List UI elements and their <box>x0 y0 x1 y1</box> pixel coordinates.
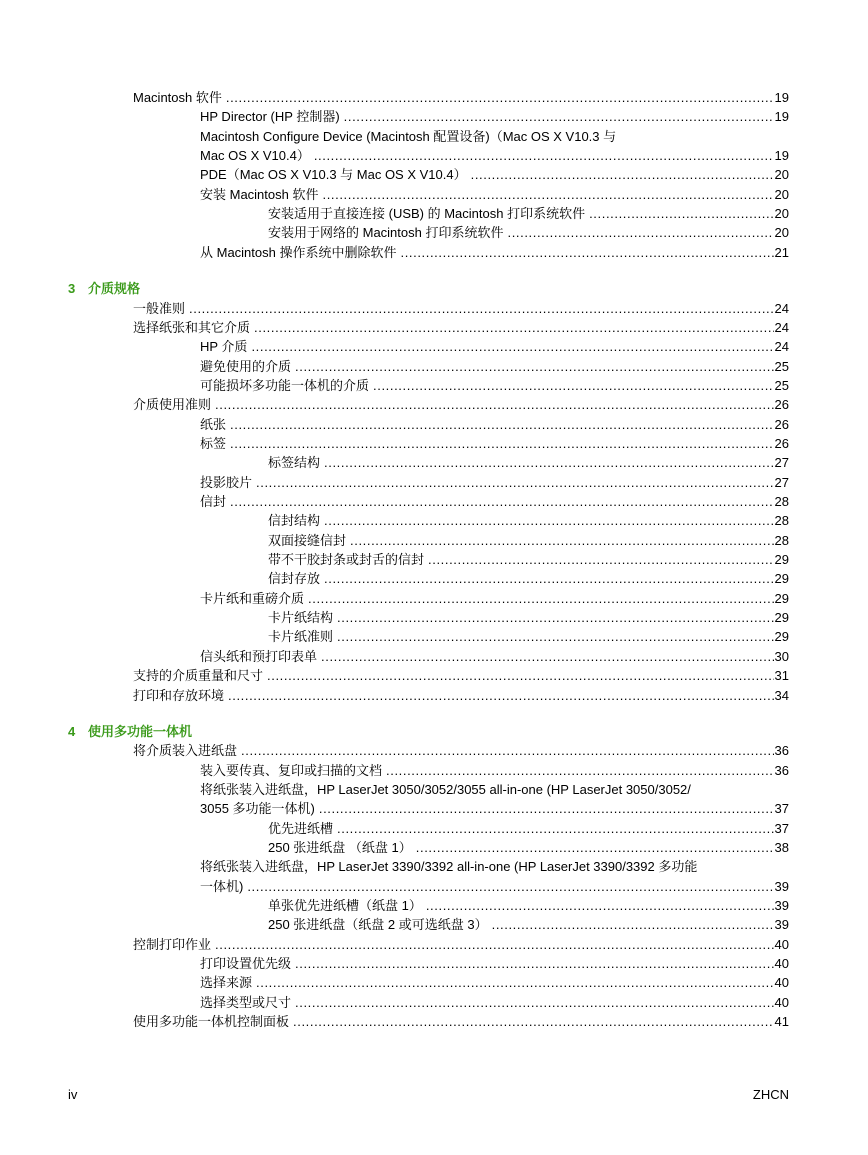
toc-entry-title: 卡片纸准则 <box>268 629 334 645</box>
dot-leader <box>386 761 774 780</box>
dot-leader <box>373 376 774 395</box>
toc-entry-page: 29 <box>774 610 789 626</box>
toc-entry-page: 41 <box>774 1014 789 1030</box>
toc-entry[interactable] <box>0 666 868 685</box>
toc-entry-title: HP 介质 <box>200 339 248 355</box>
toc-entry[interactable] <box>0 531 868 550</box>
toc-entry-title: 双面接缝信封 <box>268 532 347 548</box>
toc-entry[interactable] <box>0 492 868 511</box>
chapter-title: 使用多功能一体机 <box>88 723 193 739</box>
toc-entry-title: 介质使用准则 <box>133 397 212 413</box>
toc-entry-title: 使用多功能一体机控制面板 <box>133 1014 290 1030</box>
dot-leader <box>416 838 774 857</box>
toc-entry[interactable] <box>0 127 868 166</box>
toc-entry[interactable] <box>0 204 868 223</box>
toc-entry-page: 27 <box>774 474 789 490</box>
toc-entry[interactable] <box>0 165 868 184</box>
toc-entry-title-line: 将纸张装入进纸盘，HP LaserJet 3390/3392 all-in-one (HP LaserJet 3390/3392 多功能 <box>200 859 698 875</box>
toc-entry-title: 信封 <box>200 494 227 509</box>
chapter-heading <box>68 279 140 298</box>
dot-leader <box>251 337 773 356</box>
toc-entry-page: 24 <box>774 300 789 316</box>
toc-entry-page: 37 <box>774 801 789 817</box>
toc-entry-page: 26 <box>774 416 789 432</box>
toc-entry-title: 信封结构 <box>268 513 321 529</box>
toc-entry-title: 单张优先进纸槽（纸盘 1） <box>268 898 422 913</box>
dot-leader <box>295 954 774 973</box>
toc-entry[interactable] <box>0 686 868 705</box>
toc-entry-title: 从 Macintosh 操作系统中删除软件 <box>200 244 397 260</box>
dot-leader <box>230 434 774 453</box>
toc-entry-title: 纸张 <box>200 416 227 432</box>
toc-entry-title: HP Director (HP 控制器) <box>200 109 340 125</box>
toc-entry[interactable] <box>0 627 868 646</box>
dot-leader <box>267 666 774 685</box>
dot-leader <box>321 647 774 666</box>
toc-entry[interactable] <box>0 550 868 569</box>
toc-entry-title: 装入要传真、复印或扫描的文档 <box>200 762 383 778</box>
toc-entry-page: 26 <box>774 435 789 451</box>
toc-entry[interactable] <box>0 318 868 337</box>
dot-leader <box>337 608 774 627</box>
toc-entry[interactable] <box>0 185 868 204</box>
toc-entry-page: 30 <box>774 648 789 664</box>
dot-leader <box>295 993 774 1012</box>
dot-leader <box>215 935 774 954</box>
dot-leader <box>350 531 774 550</box>
toc-entry[interactable] <box>0 511 868 530</box>
toc-entry-title: 选择纸张和其它介质 <box>133 319 251 335</box>
dot-leader <box>337 627 774 646</box>
toc-entry[interactable] <box>0 1012 868 1031</box>
toc-entry-page: 20 <box>774 186 789 202</box>
page-number-footer: iv <box>68 1087 78 1102</box>
toc-entry-page: 38 <box>774 839 789 855</box>
toc-entry[interactable] <box>0 915 868 934</box>
toc-entry-page: 34 <box>774 687 789 703</box>
dot-leader <box>295 357 774 376</box>
toc-entry[interactable] <box>0 780 868 819</box>
toc-entry[interactable] <box>0 337 868 356</box>
toc-entry-title: 标签 <box>200 435 227 451</box>
toc-entry-title: 卡片纸和重磅介质 <box>200 590 305 606</box>
toc-entry-page: 21 <box>774 244 789 260</box>
dot-leader <box>337 819 774 838</box>
toc-entry-title: 支持的介质重量和尺寸 <box>133 668 264 684</box>
toc-entry-title: 卡片纸结构 <box>268 610 334 626</box>
toc-entry-title: 250 张进纸盘 （纸盘 1） <box>268 839 412 855</box>
toc-entry-title-line: 将纸张装入进纸盘，HP LaserJet 3050/3052/3055 all-in-one (HP LaserJet 3050/3052/ <box>200 781 691 797</box>
toc-entry[interactable] <box>0 88 868 107</box>
toc-entry[interactable] <box>0 569 868 588</box>
toc-entry-page: 29 <box>774 552 789 568</box>
toc-entry-page: 39 <box>774 878 789 894</box>
toc-entry[interactable] <box>0 896 868 915</box>
dot-leader <box>319 799 774 818</box>
toc-entry[interactable] <box>0 415 868 434</box>
toc-entry[interactable] <box>0 473 868 492</box>
toc-entry[interactable] <box>0 223 868 242</box>
toc-entry-title: Mac OS X V10.4） <box>200 148 310 164</box>
dot-leader <box>254 318 774 337</box>
toc-entry-page: 40 <box>774 936 789 952</box>
toc-entry-title: 将介质装入进纸盘 <box>133 743 238 759</box>
toc-entry[interactable] <box>0 243 868 262</box>
toc-entry-title: 标签结构 <box>268 455 321 471</box>
toc-entry-title: 优先进纸槽 <box>268 820 334 836</box>
toc-entry[interactable] <box>0 838 868 857</box>
toc-entry-page: 36 <box>774 762 789 778</box>
toc-entry-page: 29 <box>774 571 789 587</box>
dot-leader <box>426 896 774 915</box>
dot-leader <box>344 107 774 126</box>
dot-leader <box>589 204 773 223</box>
toc-entry-page: 40 <box>774 975 789 991</box>
toc-entry-page: 25 <box>774 358 789 374</box>
toc-entry[interactable] <box>0 357 868 376</box>
toc-entry-title: 250 张进纸盘（纸盘 2 或可选纸盘 3） <box>268 917 488 933</box>
toc-entry-title: PDE（Mac OS X V10.3 与 Mac OS X V10.4） <box>200 167 467 183</box>
toc-entry[interactable] <box>0 647 868 666</box>
dot-leader <box>256 473 774 492</box>
toc-entry[interactable] <box>0 761 868 780</box>
toc-entry-title: 3055 多功能一体机) <box>200 801 315 817</box>
toc-entry-page: 19 <box>774 148 789 164</box>
dot-leader <box>324 511 774 530</box>
toc-entry-page: 40 <box>774 956 789 972</box>
dot-leader <box>428 550 774 569</box>
toc-entry-title: 控制打印作业 <box>133 936 212 952</box>
toc-entry[interactable] <box>0 973 868 992</box>
chapter-title: 介质规格 <box>88 281 141 297</box>
toc-entry-title: 安装 Macintosh 软件 <box>200 186 319 202</box>
toc-entry-title: 信封存放 <box>268 571 321 587</box>
dot-leader <box>230 415 774 434</box>
toc-entry[interactable] <box>0 453 868 472</box>
dot-leader <box>241 741 774 760</box>
toc-entry[interactable] <box>0 107 868 126</box>
toc-entry-page: 29 <box>774 590 789 606</box>
toc-entry[interactable] <box>0 395 868 414</box>
toc-entry-page: 36 <box>774 743 789 759</box>
dot-leader <box>230 492 774 511</box>
dot-leader <box>226 88 774 107</box>
toc-entry-page: 20 <box>774 206 789 222</box>
toc-entry-title: 投影胶片 <box>200 474 253 490</box>
toc-entry[interactable] <box>0 589 868 608</box>
toc-entry-title: 选择来源 <box>200 975 253 991</box>
toc-entry-page: 28 <box>774 494 789 509</box>
toc-entry-title: 选择类型或尺寸 <box>200 994 292 1010</box>
chapter-number: 3 <box>68 281 76 297</box>
toc-entry-page: 28 <box>774 513 789 529</box>
dot-leader <box>247 877 773 896</box>
toc-entry-title: 安装用于网络的 Macintosh 打印系统软件 <box>268 225 504 241</box>
toc-entry-page: 24 <box>774 319 789 335</box>
toc-entry-page: 40 <box>774 994 789 1010</box>
toc-entry-page: 28 <box>774 532 789 548</box>
dot-leader <box>400 243 773 262</box>
dot-leader <box>322 185 773 204</box>
dot-leader <box>293 1012 774 1031</box>
toc-entry-page: 31 <box>774 668 789 684</box>
toc-entry-page: 26 <box>774 397 789 413</box>
dot-leader <box>256 973 774 992</box>
toc-entry-title: 打印设置优先级 <box>200 956 292 972</box>
toc-entry[interactable] <box>0 819 868 838</box>
toc-entry[interactable] <box>0 434 868 453</box>
toc-entry-page: 20 <box>774 225 789 241</box>
dot-leader <box>471 165 774 184</box>
dot-leader <box>324 453 774 472</box>
toc-entry-title: 信头纸和预打印表单 <box>200 648 318 664</box>
toc-entry-page: 20 <box>774 167 789 183</box>
toc-entry-page: 27 <box>774 455 789 471</box>
toc-entry-page: 39 <box>774 898 789 913</box>
toc-entry-page: 29 <box>774 629 789 645</box>
toc-entry[interactable] <box>0 741 868 760</box>
toc-entry[interactable] <box>0 299 868 318</box>
toc-entry-title: 可能损坏多功能一体机的介质 <box>200 377 370 393</box>
toc-entry-page: 24 <box>774 339 789 355</box>
toc-entry-page: 37 <box>774 820 789 836</box>
chapter-number: 4 <box>68 723 76 739</box>
toc-entry-page: 19 <box>774 90 789 105</box>
toc-entry-page: 25 <box>774 377 789 393</box>
dot-leader <box>314 146 774 165</box>
dot-leader <box>492 915 774 934</box>
toc-entry[interactable] <box>0 376 868 395</box>
toc-entry-page: 39 <box>774 917 789 933</box>
language-code-footer: ZHCN <box>752 1087 789 1102</box>
toc-entry[interactable] <box>0 935 868 954</box>
toc-entry-title-line: Macintosh Configure Device (Macintosh 配置设备)（Mac OS X V10.3 与 <box>200 128 617 144</box>
toc-entry-title: 打印和存放环境 <box>133 687 225 703</box>
toc-entry[interactable] <box>0 954 868 973</box>
dot-leader <box>507 223 773 242</box>
toc-entry-page: 19 <box>774 109 789 125</box>
toc-entry-title: 一体机) <box>200 878 244 894</box>
toc-entry-title: 安装适用于直接连接 (USB) 的 Macintosh 打印系统软件 <box>268 206 586 222</box>
toc-entry-title: 一般准则 <box>133 300 186 316</box>
chapter-heading <box>68 722 192 741</box>
dot-leader <box>324 569 774 588</box>
dot-leader <box>215 395 774 414</box>
toc-entry[interactable] <box>0 608 868 627</box>
dot-leader <box>228 686 774 705</box>
toc-entry-title: 避免使用的介质 <box>200 358 292 374</box>
toc-entry[interactable] <box>0 857 868 896</box>
toc-entry[interactable] <box>0 993 868 1012</box>
dot-leader <box>189 299 774 318</box>
toc-entry-title: Macintosh 软件 <box>133 90 222 105</box>
toc-entry-title: 带不干胶封条或封舌的信封 <box>268 552 425 568</box>
dot-leader <box>308 589 774 608</box>
